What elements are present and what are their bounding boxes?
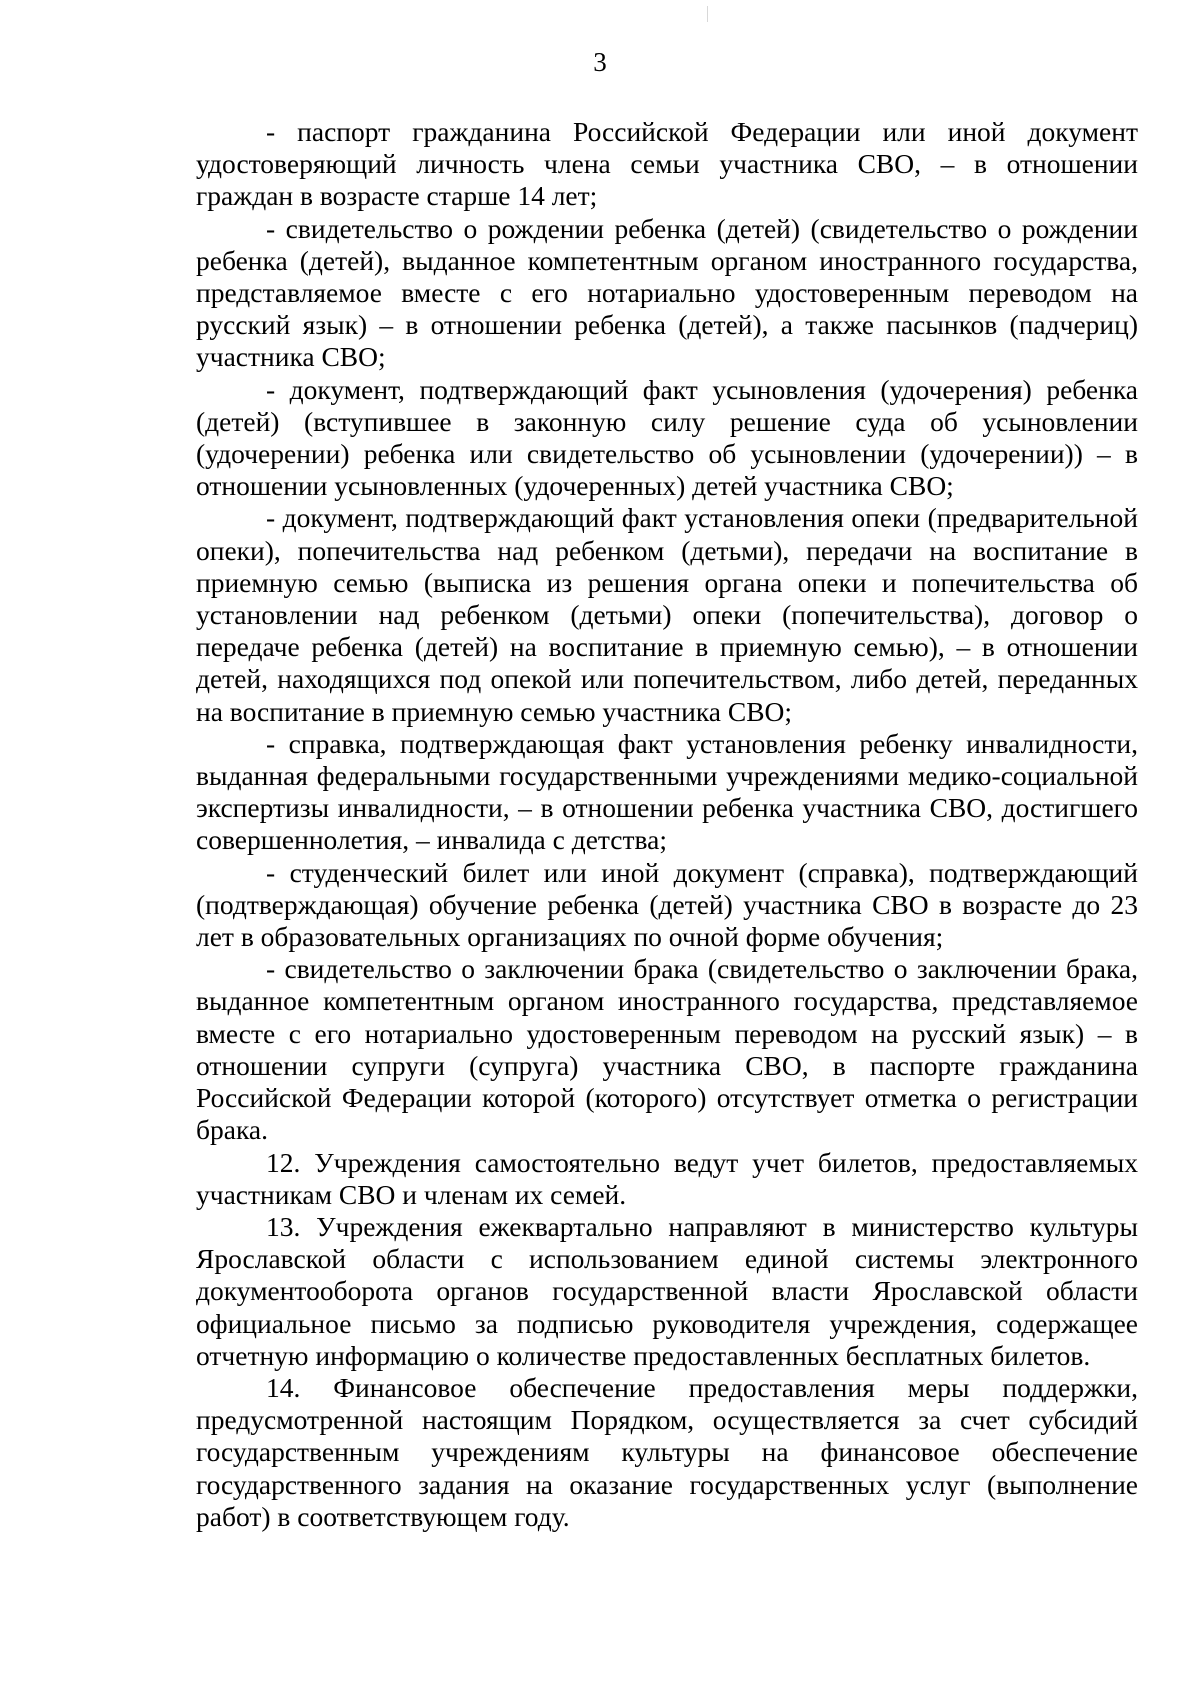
paragraph-14-financing: 14. Финансовое обеспечение предоставления меры поддержки, предусмотренной настоящим Порядком, осуществляется за счет субсидий государственным учреждениям культуры на финансовое обеспечение государственного задания на оказание государственных услуг (выполнение работ) в соответствующем году. [196,1371,1138,1532]
paragraph-student-card: - студенческий билет или иной документ (справка), подтверждающий (подтверждающая) обучение ребенка (детей) участника СВО в возрасте до 23 лет в образовательных организациях по очной форме обучения; [196,856,1138,953]
scan-artifact-mark [707,6,708,22]
paragraph-adoption-document: - документ, подтверждающий факт усыновления (удочерения) ребенка (детей) (вступившее в законную силу решение суда об усыновлении (удочерении) ребенка или свидетельство об усыновлении (удочерении)) – в отношении усыновленных (удочеренных) детей участника СВО; [196,373,1138,502]
paragraph-disability-certificate: - справка, подтверждающая факт установления ребенку инвалидности, выданная федеральными государственными учреждениями медико-социальной экспертизы инвалидности, – в отношении ребенка участника СВО, достигшего совершеннолетия, – инвалида с детства; [196,727,1138,856]
paragraph-birth-certificate: - свидетельство о рождении ребенка (детей) (свидетельство о рождении ребенка (детей), выданное компетентным органом иностранного государства, представляемое вместе с его нотариально удостоверенным переводом на русский язык) – в отношении ребенка (детей), а также пасынков (падчериц) участника СВО; [196,212,1138,373]
paragraph-guardianship-document: - документ, подтверждающий факт установления опеки (предварительной опеки), попечительства над ребенком (детьми), передачи на воспитание в приемную семью (выписка из решения органа опеки и попечительства об установлении над ребенком (детьми) опеки (попечительства), договор о передаче ребенка (детей) на воспитание в приемную семью), – в отношении детей, находящихся под опекой или попечительством, либо детей, переданных на воспитание в приемную семью участника СВО; [196,502,1138,727]
paragraph-13-quarterly-report: 13. Учреждения ежеквартально направляют в министерство культуры Ярославской области с использованием единой системы электронного документооборота органов государственной власти Ярославской области официальное письмо за подписью руководителя учреждения, содержащее отчетную информацию о количестве предоставленных бесплатных билетов. [196,1210,1138,1371]
page-number: 3 [593,47,607,77]
document-body [196,116,1138,1533]
paragraph-passport: - паспорт гражданина Российской Федерации или иной документ удостоверяющий личность члена семьи участника СВО, – в отношении граждан в возрасте старше 14 лет; [196,116,1138,212]
paragraph-marriage-certificate: - свидетельство о заключении брака (свидетельство о заключении брака, выданное компетентным органом иностранного государства, представляемое вместе с его нотариально удостоверенным переводом на русский язык) – в отношении супруги (супруга) участника СВО, в паспорте гражданина Российской Федерации которой (которого) отсутствует отметка о регистрации брака. [196,953,1138,1146]
paragraph-12-ticket-accounting: 12. Учреждения самостоятельно ведут учет билетов, предоставляемых участникам СВО и членам их семей. [196,1146,1138,1210]
